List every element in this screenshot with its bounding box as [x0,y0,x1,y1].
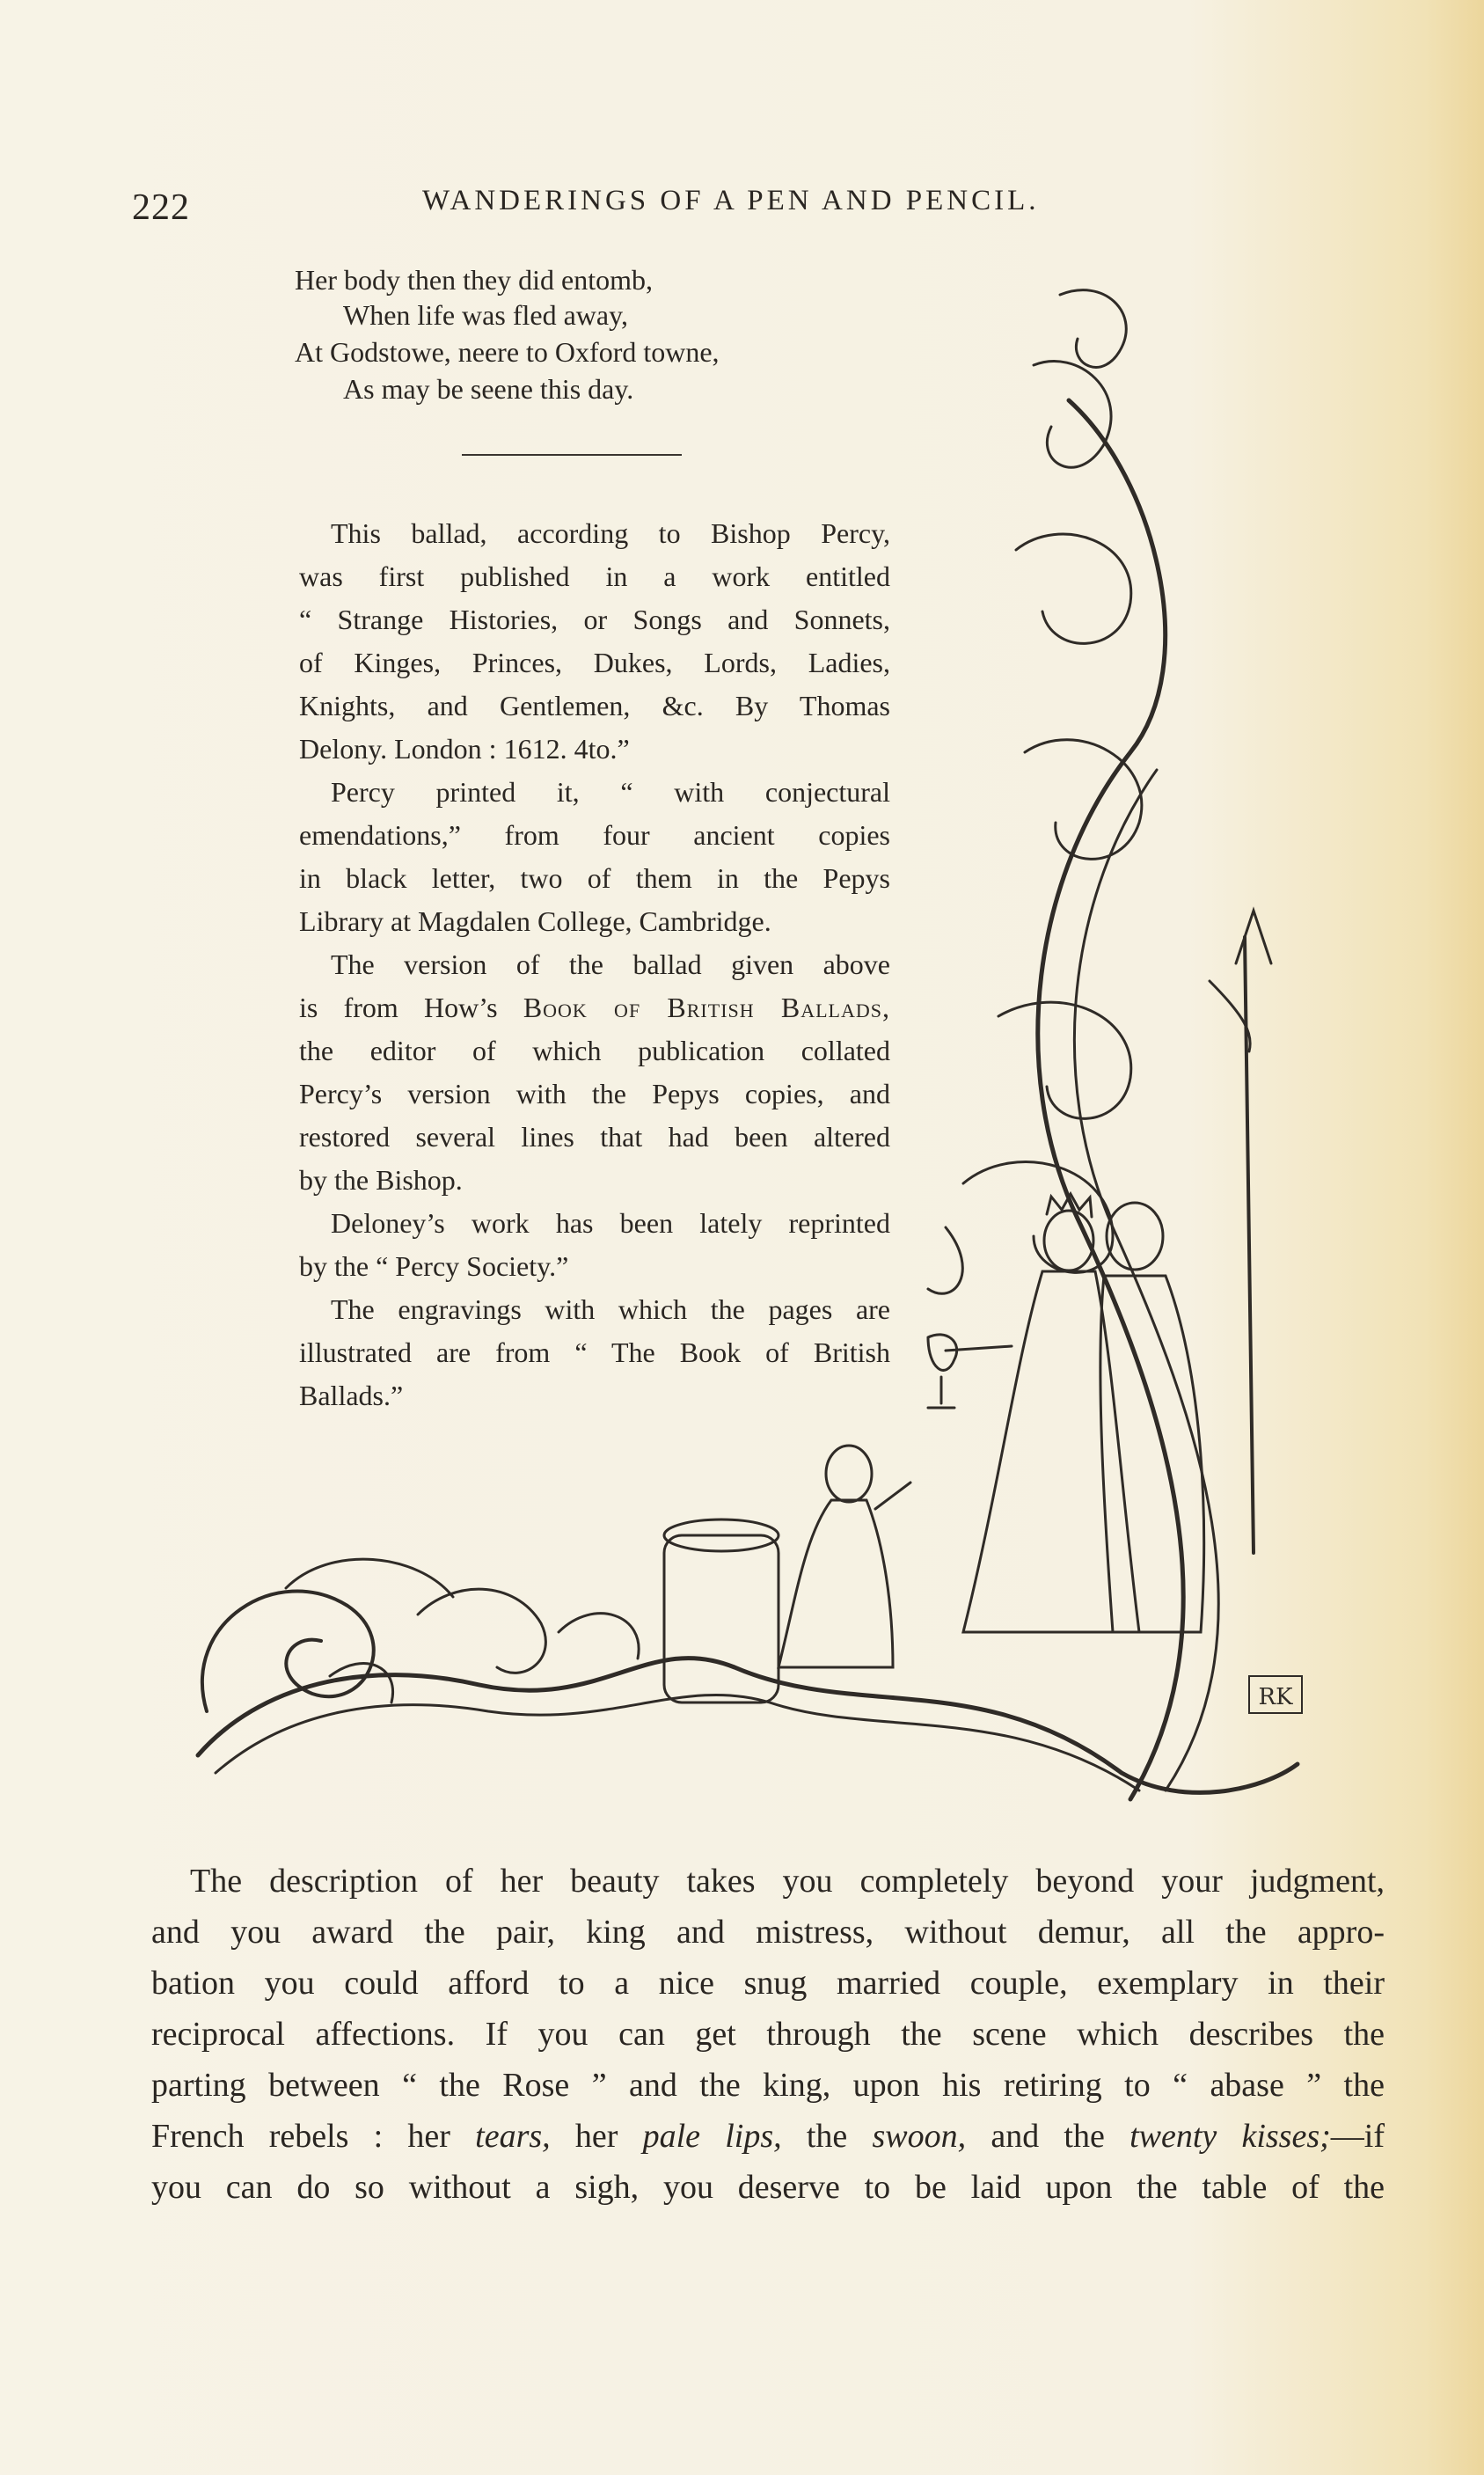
note-line: Delony. London : 1612. 4to.” [299,733,630,765]
note-line: by the “ Percy Society.” [299,1250,569,1282]
note-line: in black letter, two of them in the Pepys [299,862,890,894]
note-line: was first published in a work entitled [299,560,890,592]
note-line: illustrated are from “ The Book of British [299,1336,890,1368]
emphasis: pale lips, [642,2118,782,2155]
verse-line: When life was fled away, [343,299,628,331]
running-title: WANDERINGS OF A PEN AND PENCIL. [422,185,1040,216]
note-line: The engravings with which the pages are [331,1293,890,1325]
verse-line: At Godstowe, neere to Oxford towne, [295,336,720,368]
body-line: you can do so without a sigh, you deserve to be laid upon the table of the [151,2169,1385,2206]
note-line: emendations,” from four ancient copies [299,819,890,851]
body-line: parting between “ the Rose ” and the king, upon his retiring to “ abase ” the [151,2067,1385,2104]
note-line: This ballad, according to Bishop Percy, [331,517,890,549]
body-line: reciprocal affections. If you can get through the scene which describes the [151,2016,1385,2053]
body-line: French rebels : her tears, her pale lips, the swoon, and the twenty kisses;—if [151,2118,1385,2155]
note-line: by the Bishop. [299,1164,463,1196]
note-line: restored several lines that had been altered [299,1121,890,1153]
page-number: 222 [132,187,190,228]
book-title: Book of British Ballads, [523,992,890,1023]
engraving-illustration [189,260,1324,1817]
verse-line: Her body then they did entomb, [295,264,654,296]
verse-line: As may be seene this day. [343,373,634,405]
body-line: bation you could afford to a nice snug married couple, exemplary in their [151,1965,1385,2002]
note-line: Percy printed it, “ with conjectural [331,776,890,808]
emphasis: swoon, [872,2118,967,2155]
note-line: Library at Magdalen College, Cambridge. [299,905,771,937]
note-line: of Kinges, Princes, Dukes, Lords, Ladies, [299,647,890,678]
body-line: The description of her beauty takes you completely beyond your judgment, [190,1863,1385,1900]
note-line: Percy’s version with the Pepys copies, and [299,1078,890,1109]
note-line: Deloney’s work has been lately reprinted [331,1207,890,1239]
emphasis: tears, [475,2118,551,2155]
body-line: and you award the pair, king and mistress, without demur, all the appro- [151,1914,1385,1951]
note-line: The version of the ballad given above [331,948,890,980]
note-line: the editor of which publication collated [299,1035,890,1066]
note-line: is from How’s Book of British Ballads, [299,992,890,1023]
emphasis: twenty kisses; [1129,2118,1331,2155]
note-line: Ballads.” [299,1380,404,1411]
note-line: Knights, and Gentlemen, &c. By Thomas [299,690,890,721]
artist-monogram: RK [1258,1684,1293,1710]
note-line: “ Strange Histories, or Songs and Sonnets, [299,604,890,635]
